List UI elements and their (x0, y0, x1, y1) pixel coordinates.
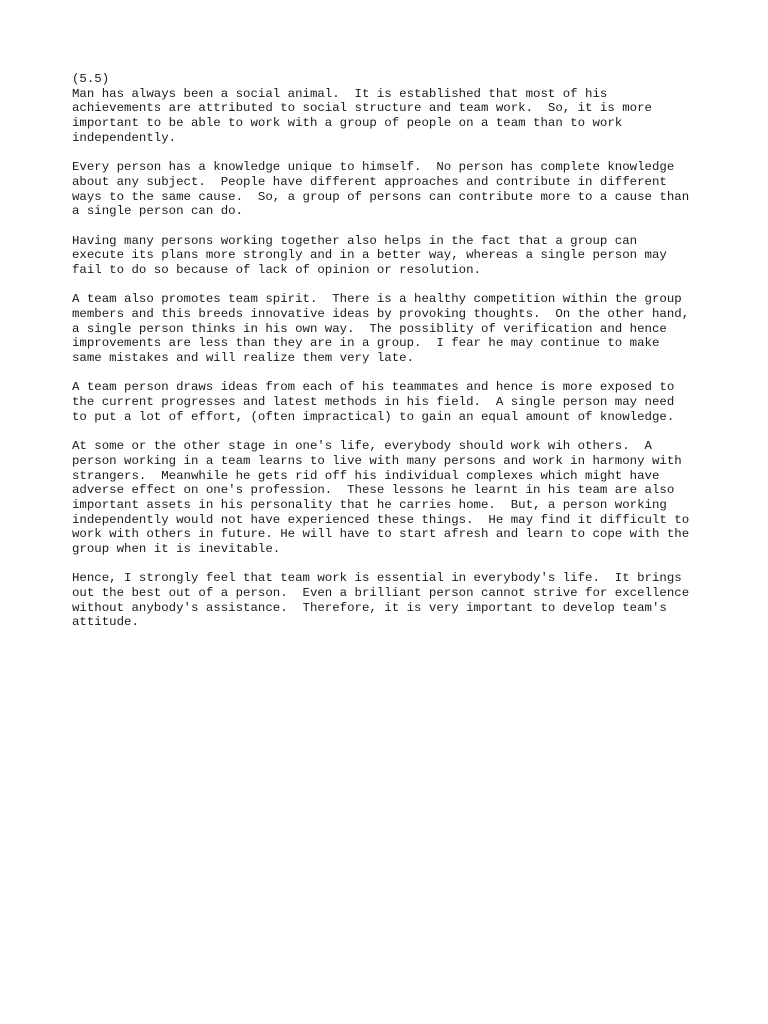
paragraph-line: work with others in future. He will have to start afresh and learn to cope with the (72, 527, 690, 542)
paragraph-line: a single person thinks in his own way. The possiblity of verification and hence (72, 321, 667, 336)
paragraph-line: A team also promotes team spirit. There is a healthy competition within the group (72, 292, 682, 307)
paragraph-line: important assets in his personality that he carries home. But, a person working (72, 497, 667, 512)
paragraph-line: adverse effect on one's profession. These lessons he learnt in his team are also (72, 483, 675, 498)
paragraph-line: to put a lot of effort, (often impractical) to gain an equal amount of knowledge. (72, 409, 675, 424)
paragraph-line: Every person has a knowledge unique to himself. No person has complete knowledge (72, 160, 675, 175)
paragraph-line: about any subject. People have different approaches and contribute in different (72, 174, 667, 189)
essay-document (72, 72, 712, 645)
paragraph-2 (72, 160, 712, 219)
essay-heading: (5.5) (72, 72, 110, 86)
paragraph-line: improvements are less than they are in a group. I fear he may continue to make (72, 336, 660, 351)
paragraph-line: a single person can do. (72, 204, 244, 219)
paragraph-line: out the best out of a person. Even a brilliant person cannot strive for excellence (72, 586, 690, 601)
paragraph-line: Man has always been a social animal. It is established that most of his (72, 86, 608, 101)
paragraph-line: person working in a team learns to live with many persons and work in harmony with (72, 453, 682, 468)
paragraph-line: At some or the other stage in one's life, everybody should work wih others. A (72, 439, 652, 454)
paragraph-line: A team person draws ideas from each of his teammates and hence is more exposed to (72, 380, 675, 395)
paragraph-line: Hence, I strongly feel that team work is essential in everybody's life. It brings (72, 571, 682, 586)
paragraph-line: independently. (72, 130, 177, 145)
paragraph-line: same mistakes and will realize them very late. (72, 351, 415, 366)
paragraph-line: the current progresses and latest methods in his field. A single person may need (72, 395, 675, 410)
paragraph-line: Having many persons working together also helps in the fact that a group can (72, 233, 638, 248)
paragraph-line: execute its plans more strongly and in a better way, whereas a single person may (72, 248, 667, 263)
paragraph-line: members and this breeds innovative ideas by provoking thoughts. On the other hand, (72, 307, 690, 321)
paragraph-line: important to be able to work with a group of people on a team than to work (72, 116, 623, 131)
paragraph-line: strangers. Meanwhile he gets rid off his individual complexes which might have (72, 468, 660, 483)
paragraph-1 (72, 87, 712, 146)
paragraph-line: without anybody's assistance. Therefore, it is very important to develop team's (72, 600, 667, 615)
paragraph-line: independently would not have experienced these things. He may find it difficult to (72, 512, 690, 527)
paragraph-3 (72, 234, 712, 278)
paragraph-4 (72, 292, 712, 365)
paragraph-6 (72, 439, 712, 557)
paragraph-line: ways to the same cause. So, a group of persons can contribute more to a cause than (72, 189, 690, 204)
paragraph-5 (72, 380, 712, 424)
paragraph-line: attitude. (72, 615, 139, 630)
paragraph-line: group when it is inevitable. (72, 542, 281, 556)
paragraph-line: achievements are attributed to social structure and team work. So, it is more (72, 101, 652, 116)
paragraph-line: fail to do so because of lack of opinion or resolution. (72, 262, 481, 277)
paragraph-7 (72, 571, 712, 630)
